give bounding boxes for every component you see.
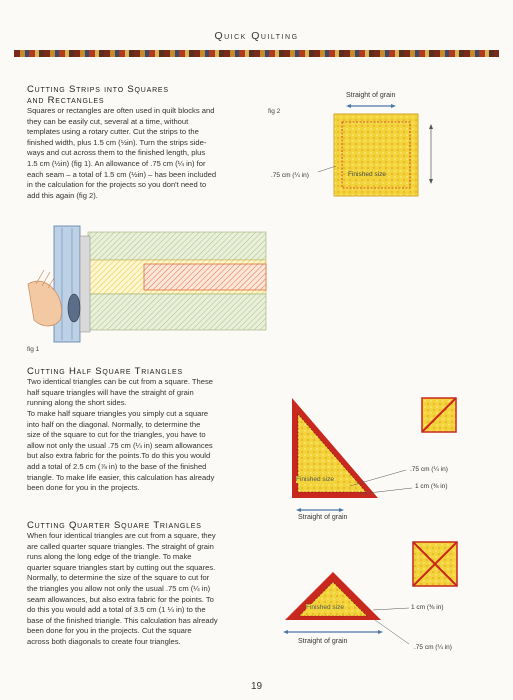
heading-strips-line1: Cutting Strips into Squares <box>27 84 169 95</box>
fig1-label: fig 1 <box>27 346 40 353</box>
quarter-grain-label: Straight of grain <box>298 638 348 645</box>
body-half-square-para1: Two identical triangles can be cut from a square. These half square triangles will have the straight of grain running along the short sides. <box>27 377 214 408</box>
half-point-label: 1 cm (⅜ in) <box>415 483 448 490</box>
heading-quarter-square: Cutting Quarter Square Triangles <box>27 520 202 531</box>
heading-half-square: Cutting Half Square Triangles <box>27 366 183 377</box>
quarter-seam-label: .75 cm (¼ in) <box>414 644 452 651</box>
quarter-finished-label: Finished size <box>306 604 344 611</box>
body-half-square-para2: To make half square triangles you simply cut a square into half on the diagonal. Normally, to determine the size of the square to cut for the triangles, you have to allow not only the usual .75 cm (¼ in) seam allowances but also extra fabric for the points.To do this you would add a total of 2.5 cm (⅞ in) to the base of the finished triangle. To make life easier, this calculation has already been done for you in the projects. <box>27 409 215 493</box>
running-head: Quick Quilting <box>214 30 299 42</box>
heading-strips-line2: and Rectangles <box>27 95 105 106</box>
fig2-square-diagram <box>270 100 450 200</box>
half-grain-label: Straight of grain <box>298 514 348 521</box>
heading-strips <box>27 84 169 106</box>
quarter-square-triangle-diagram <box>275 540 510 665</box>
page-number: 19 <box>250 681 263 692</box>
fig2-finished-label: Finished size <box>348 171 386 178</box>
half-finished-label: Finished size <box>296 476 334 483</box>
fig2-grain-label: Straight of grain <box>346 92 396 99</box>
half-seam-label: .75 cm (¼ in) <box>410 466 448 473</box>
body-quarter-square: When four identical triangles are cut from a square, they are called quarter square triangles. The straight of grain runs along the long edge of the triangle. To make quarter square triangles start by cutting out the squares. Normally, to determine the size of the square to cut for the triangles you allow not only the usual .75 cm (¼ in) seam allowances, but also extra fabric for the points. To do this you would add a total of 3.5 cm (1 ¼ in) to the base of the finished triangle. This calculation has already been done for you in the projects. Cut the square across both diagonals to create four triangles. <box>27 531 218 646</box>
quarter-point-label: 1 cm (⅜ in) <box>411 604 444 611</box>
body-strips: Squares or rectangles are often used in quilt blocks and they can be easily cut, several at a time, without templates using a rotary cutter. Cut the strips to the finished width, plus 1.5 cm (½in). Turn the strips side- ways and cut across them to the finished length, plus 1.5 cm (½in) (fig 1). An allowance of .75 cm (¼ in) for each seam – a total of 1.5 cm (½in) – has been included in the calculation for the projects so you don't need to add this again (fig 2). <box>27 106 217 200</box>
fig2-seam-label: .75 cm (¼ in) <box>271 172 309 179</box>
decorative-band <box>14 50 499 57</box>
fig2-label: fig 2 <box>268 108 281 115</box>
fig1-rotary-cutting-diagram <box>26 224 271 344</box>
half-square-triangle-diagram <box>282 390 507 530</box>
